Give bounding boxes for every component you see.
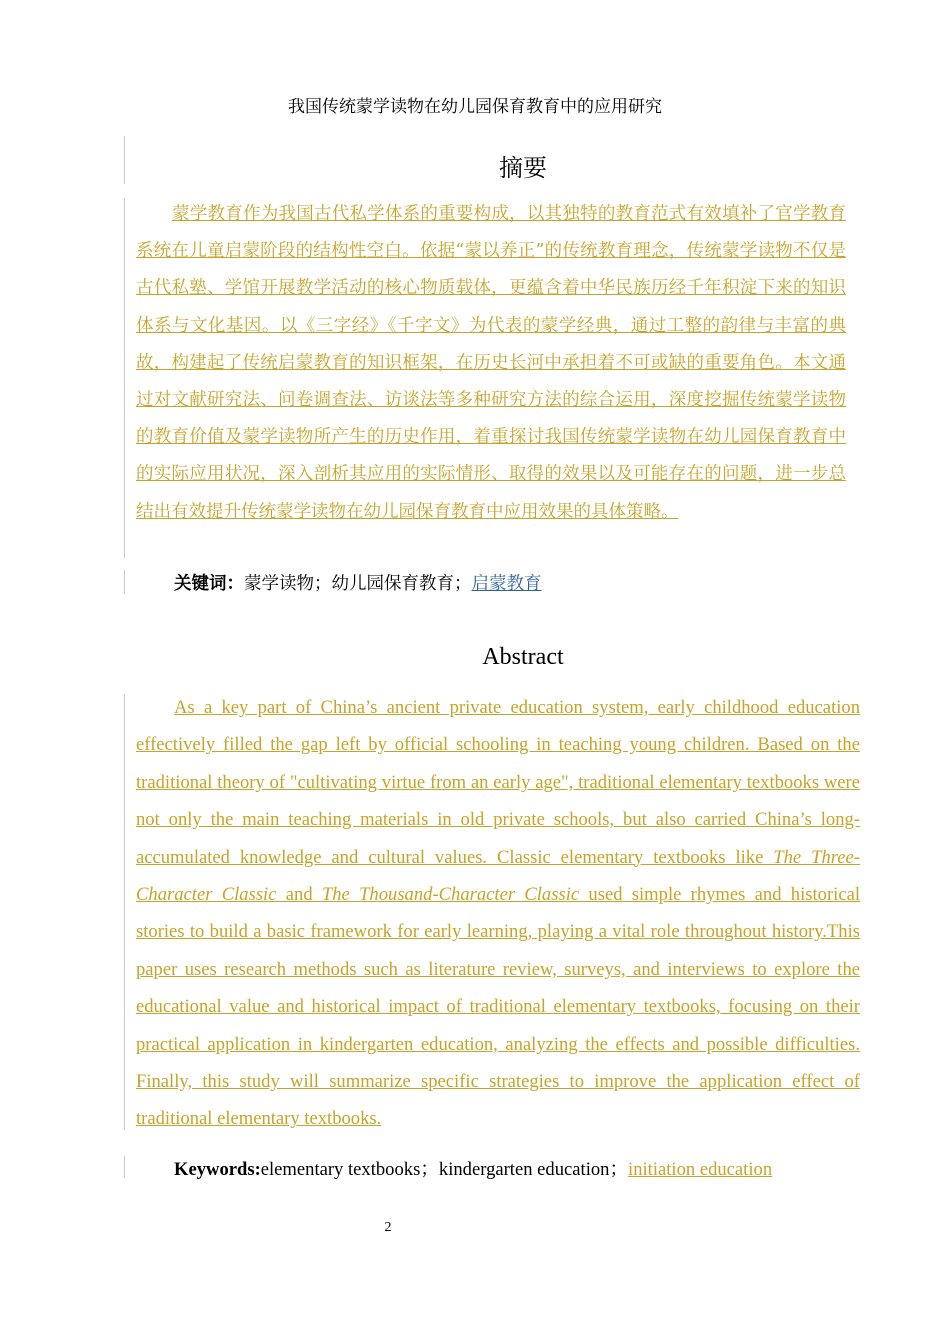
- english-abstract-text-2: used simple rhymes and historical stories to build a basic framework for early learning, playing a vital role throughout history.This paper uses research methods such as literature review, surveys, and interviews to explore the educational value and historical impact of traditional elementary textbooks, focusing on their practical application in kindergarten education, analyzing the effects and possible difficulties. Finally, this study will summarize specific strategies to improve the application effect of traditional elementary textbooks.: [136, 884, 860, 1130]
- change-bar: [124, 570, 125, 594]
- english-keyword-link[interactable]: initiation education: [628, 1159, 773, 1180]
- change-bar: [124, 1156, 125, 1178]
- english-keywords-label: Keywords:: [174, 1159, 261, 1180]
- chinese-keyword-link[interactable]: 启蒙教育: [471, 574, 542, 594]
- change-bar: [124, 198, 125, 558]
- chinese-keywords-text: 蒙学读物；幼儿园保育教育；: [244, 574, 472, 594]
- change-bar: [124, 136, 125, 184]
- chinese-keywords: [174, 570, 542, 595]
- chinese-abstract-heading: 摘要: [499, 154, 547, 182]
- chinese-keywords-label: 关键词：: [174, 574, 244, 594]
- running-header: 我国传统蒙学读物在幼儿园保育教育中的应用研究: [288, 97, 662, 117]
- english-abstract-heading: Abstract: [482, 644, 564, 670]
- english-abstract-title-2: The Thousand-Character Classic: [321, 884, 580, 906]
- chinese-abstract-body: 蒙学教育作为我国古代私学体系的重要构成，以其独特的教育范式有效填补了官学教育系统在儿童启蒙阶段的结构性空白。依据“蒙以养正”的传统教育理念，传统蒙学读物不仅是古代私塾、学馆开展教学活动的核心物质载体，更蕴含着中华民族历经千年积淀下来的知识体系与文化基因。以《三字经》《千字文》为代表的蒙学经典，通过工整的韵律与丰富的典故，构建起了传统启蒙教育的知识框架，在历史长河中承担着不可或缺的重要角色。本文通过对文献研究法、问卷调查法、访谈法等多种研究方法的综合运用，深度挖掘传统蒙学读物的教育价值及蒙学读物所产生的历史作用，着重探讨我国传统蒙学读物在幼儿园保育教育中的实际应用状况，深入剖析其应用的实际情形、取得的效果以及可能存在的问题，进一步总结出有效提升传统蒙学读物在幼儿园保育教育中应用效果的具体策略。: [136, 204, 846, 522]
- english-abstract-title-1: The Three-Character Classic: [136, 846, 860, 906]
- english-keywords-text: elementary textbooks；kindergarten education；: [260, 1159, 629, 1180]
- english-abstract-and: and: [276, 884, 322, 906]
- english-abstract-text-1: As a key part of China’s ancient private education system, early childhood education effectively filled the gap left by official schooling in teaching young children. Based on the traditional theory of "cultivating virtue from an early age", traditional elementary textbooks were not only the main teaching materials in old private schools, but also carried China’s long-accumulated knowledge and cultural values. Classic elementary textbooks like: [136, 697, 860, 868]
- change-bar: [124, 694, 125, 1130]
- english-abstract-body: [136, 689, 860, 1138]
- english-keywords: [174, 1155, 772, 1181]
- page-number: 2: [384, 1220, 392, 1235]
